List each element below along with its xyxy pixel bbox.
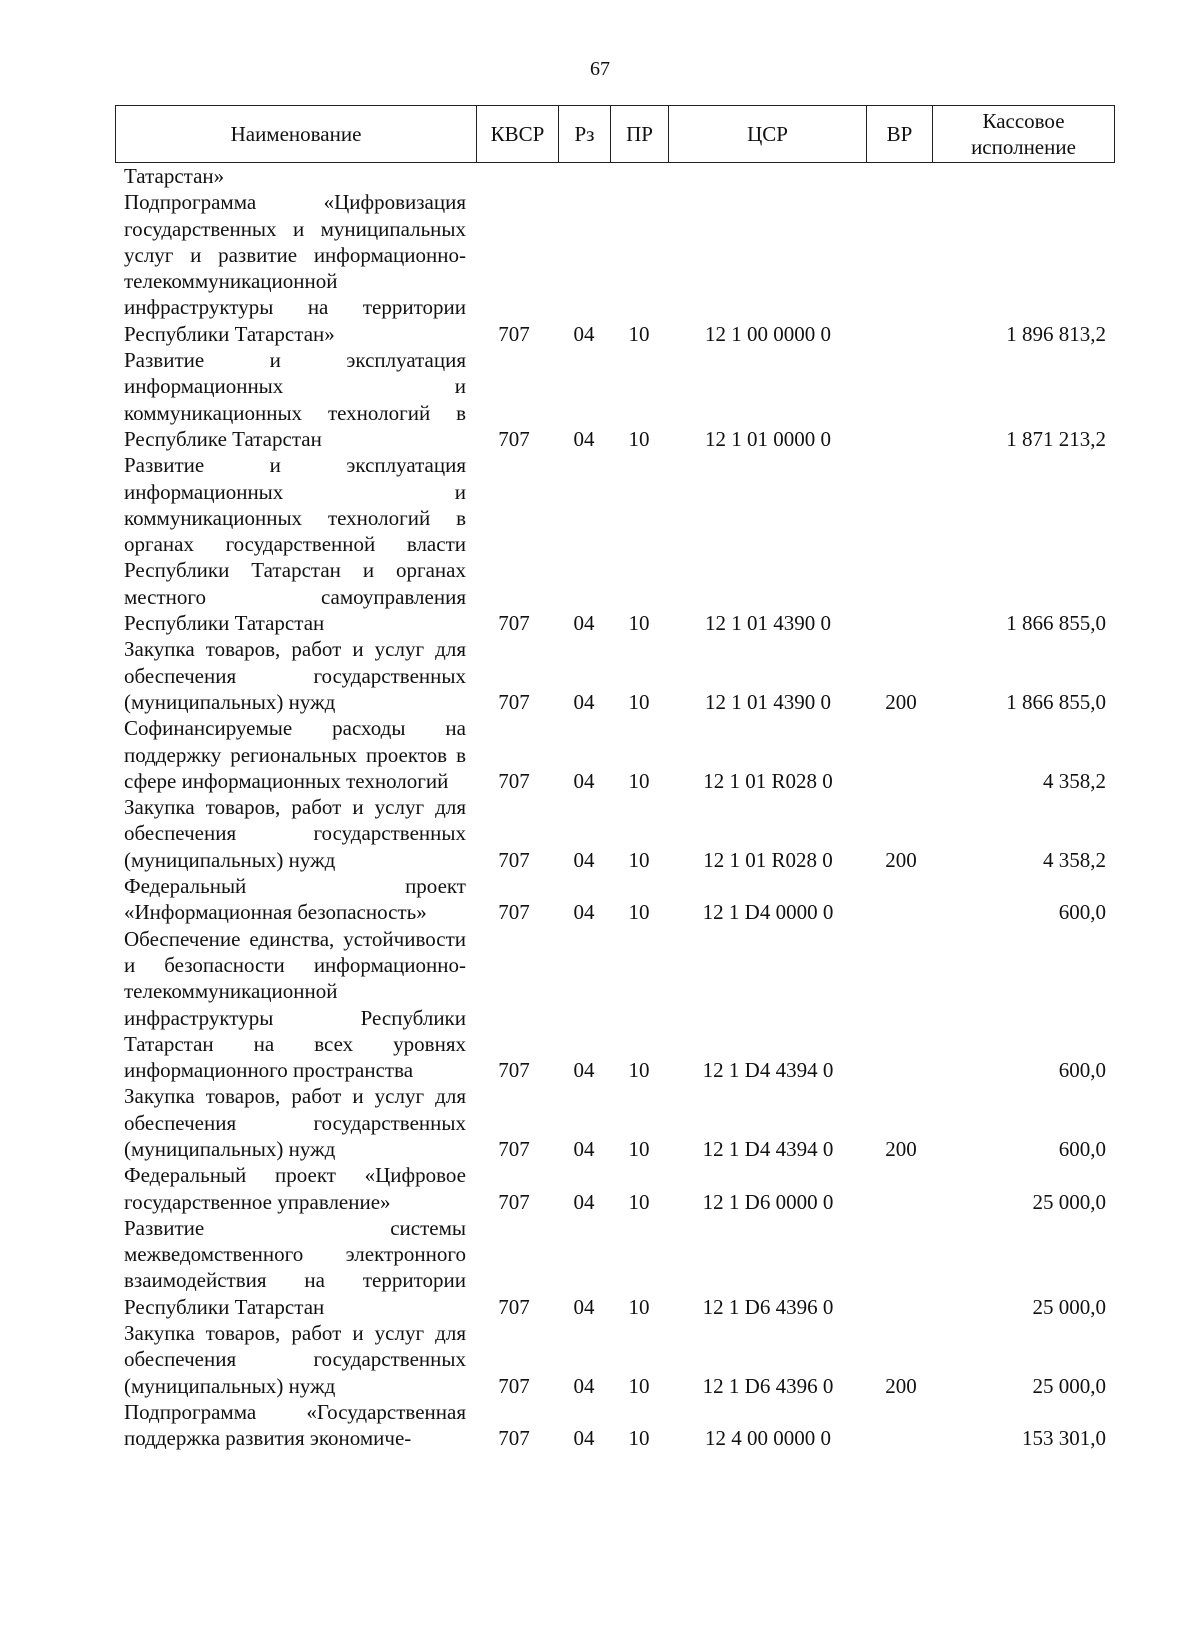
header-pr: ПР (611, 106, 669, 163)
cell-csr: 12 1 D4 4394 0 (702, 1136, 834, 1161)
table-row (115, 452, 1133, 636)
cell-name: Закупка товаров, работ и услуг для обеспечения государственных (муниципальных) нужд (124, 1084, 466, 1161)
cell-rz: 04 (573, 321, 595, 346)
table-row (115, 1215, 1133, 1320)
cell-kvsr: 707 (498, 426, 530, 451)
cell-sum: 1 871 213,2 (1006, 426, 1106, 451)
header-vr: ВР (867, 106, 933, 163)
cell-sum: 4 358,2 (1043, 847, 1106, 872)
cell-csr: 12 1 D6 4396 0 (702, 1294, 834, 1319)
cell-kvsr: 707 (498, 1426, 530, 1451)
cell-kvsr: 707 (498, 1058, 530, 1083)
cell-sum: 600,0 (1058, 1058, 1106, 1083)
table-row (115, 636, 1133, 715)
cell-csr: 12 1 D6 0000 0 (702, 1189, 834, 1214)
cell-name: Подпрограмма «Государственная поддержка развития экономиче- (124, 1399, 466, 1451)
cell-rz: 04 (573, 1189, 595, 1214)
cell-name: Развитие и эксплуатация информационных и коммуникационных технологий в Республике Татарстан (124, 348, 466, 451)
cell-kvsr: 707 (498, 1136, 530, 1161)
cell-sum: 600,0 (1058, 1136, 1106, 1161)
cell-sum: 25 000,0 (1032, 1189, 1106, 1214)
table-row (115, 189, 1133, 347)
cell-rz: 04 (573, 1426, 595, 1451)
cell-rz: 04 (573, 847, 595, 872)
cell-pr: 10 (628, 768, 650, 793)
table-row (115, 794, 1133, 873)
cell-pr: 10 (628, 900, 650, 925)
cell-csr: 12 1 01 R028 0 (703, 847, 833, 872)
cell-name: Закупка товаров, работ и услуг для обеспечения государственных (муниципальных) нужд (124, 1321, 466, 1398)
cell-pr: 10 (628, 1058, 650, 1083)
cell-name: Федеральный проект «Цифровое государственное управление» (124, 1163, 466, 1214)
cell-vr: 200 (885, 847, 917, 872)
cell-pr: 10 (628, 321, 650, 346)
cell-pr: 10 (628, 847, 650, 872)
header-name: Наименование (116, 106, 477, 163)
table-row (115, 163, 1133, 189)
cell-rz: 04 (573, 689, 595, 714)
cell-kvsr: 707 (498, 1373, 530, 1398)
cell-sum: 25 000,0 (1032, 1294, 1106, 1319)
cell-kvsr: 707 (498, 1189, 530, 1214)
cell-sum: 600,0 (1058, 900, 1106, 925)
cell-rz: 04 (573, 1373, 595, 1398)
cell-kvsr: 707 (498, 900, 530, 925)
cell-pr: 10 (628, 611, 650, 636)
header-csr: ЦСР (669, 106, 867, 163)
cell-name: Развитие системы межведомственного электронного взаимодействия на территории Республики Татарстан (124, 1215, 466, 1319)
cell-name: Закупка товаров, работ и услуг для обеспечения государственных (муниципальных) нужд (124, 637, 466, 714)
table-row (115, 715, 1133, 794)
cell-name: Развитие и эксплуатация информационных и коммуникационных технологий в органах государственной власти Республики Татарстан и органах местного самоуправления Республики Татарстан (124, 453, 466, 636)
cell-rz: 04 (573, 1294, 595, 1319)
cell-sum: 25 000,0 (1032, 1373, 1106, 1398)
cell-pr: 10 (628, 1136, 650, 1161)
cell-rz: 04 (573, 1136, 595, 1161)
cell-name: Обеспечение единства, устойчивости и безопасности информационно-телекоммуникационной инфраструктуры Республики Татарстан на всех уровнях информационного пространства (124, 926, 466, 1083)
cell-pr: 10 (628, 1373, 650, 1398)
cell-pr: 10 (628, 1189, 650, 1214)
cell-csr: 12 1 D4 4394 0 (702, 1058, 834, 1083)
cell-name: Федеральный проект «Информационная безопасность» (124, 874, 466, 925)
cell-name: Татарстан» (124, 164, 225, 188)
cell-kvsr: 707 (498, 611, 530, 636)
cell-csr: 12 1 01 4390 0 (705, 689, 831, 714)
table-header (115, 105, 1115, 163)
cell-pr: 10 (628, 1426, 650, 1451)
cell-rz: 04 (573, 1058, 595, 1083)
cell-kvsr: 707 (498, 768, 530, 793)
cell-name: Софинансируемые расходы на поддержку региональных проектов в сфере информационных технологий (124, 716, 466, 793)
table-row (115, 1399, 1133, 1452)
cell-csr: 12 1 00 0000 0 (705, 321, 831, 346)
cell-rz: 04 (573, 768, 595, 793)
header-sum: Кассовое исполнение (933, 106, 1115, 163)
cell-vr: 200 (885, 1136, 917, 1161)
table-row (115, 1320, 1133, 1399)
cell-kvsr: 707 (498, 321, 530, 346)
cell-rz: 04 (573, 900, 595, 925)
cell-sum: 153 301,0 (1022, 1426, 1106, 1451)
cell-csr: 12 4 00 0000 0 (705, 1426, 831, 1451)
cell-sum: 1 866 855,0 (1006, 689, 1106, 714)
cell-csr: 12 1 01 0000 0 (705, 426, 831, 451)
header-rz: Рз (559, 106, 611, 163)
cell-sum: 1 896 813,2 (1006, 321, 1106, 346)
page-number: 67 (590, 58, 610, 80)
cell-csr: 12 1 01 R028 0 (703, 768, 833, 793)
cell-vr: 200 (885, 1373, 917, 1398)
cell-pr: 10 (628, 689, 650, 714)
cell-sum: 4 358,2 (1043, 768, 1106, 793)
table-row (115, 1162, 1133, 1215)
table-row (115, 873, 1133, 926)
cell-csr: 12 1 01 4390 0 (705, 611, 831, 636)
cell-pr: 10 (628, 1294, 650, 1319)
cell-kvsr: 707 (498, 847, 530, 872)
cell-rz: 04 (573, 426, 595, 451)
cell-name: Закупка товаров, работ и услуг для обеспечения государственных (муниципальных) нужд (124, 795, 466, 872)
cell-csr: 12 1 D6 4396 0 (702, 1373, 834, 1398)
cell-csr: 12 1 D4 0000 0 (702, 900, 834, 925)
cell-pr: 10 (628, 426, 650, 451)
table-row (115, 347, 1133, 452)
table-row (115, 1083, 1133, 1162)
table-row (115, 926, 1133, 1084)
header-kvsr: КВСР (477, 106, 559, 163)
cell-kvsr: 707 (498, 689, 530, 714)
cell-vr: 200 (885, 689, 917, 714)
cell-kvsr: 707 (498, 1294, 530, 1319)
cell-rz: 04 (573, 611, 595, 636)
cell-name: Подпрограмма «Цифровизация государственных и муниципальных услуг и развитие информационно-телекоммуникационной инфраструктуры на территории Республики Татарстан» (124, 190, 466, 346)
table-body (115, 163, 1133, 1452)
cell-sum: 1 866 855,0 (1006, 611, 1106, 636)
